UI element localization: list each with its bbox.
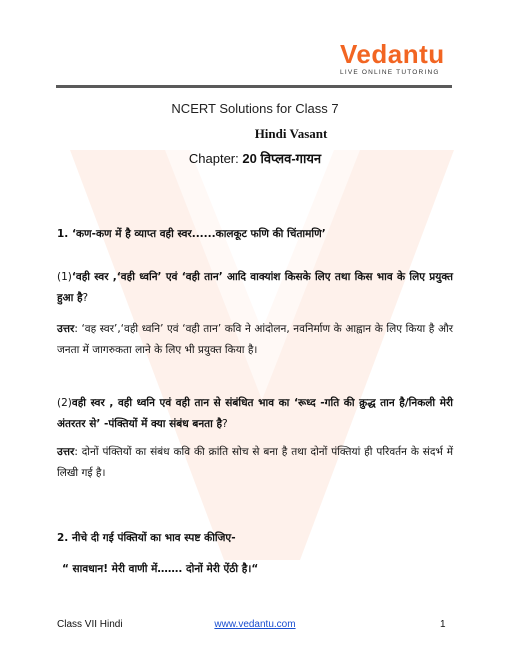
answer-1-2 xyxy=(57,442,453,484)
chapter-number: 20 xyxy=(242,151,257,166)
question-1-text: 1. ‘कण-कण में है व्याप्त वही स्वर......कालकूट फणि की चिंतामणि’ xyxy=(57,228,326,240)
q1-2-qmark: ? xyxy=(222,418,228,430)
page-number: 1 xyxy=(440,619,446,630)
question-2-line xyxy=(62,559,458,580)
footer-website-link[interactable]: www.vedantu.com xyxy=(214,619,296,630)
question-2 xyxy=(57,528,453,549)
q1-2-question: वही स्वर , वही ध्वनि एवं वही तान से संबंधित भाव का ‘रूध्द -गति की क्रुद्ध तान है/निकली मेरी अंतरतर से’ -पंक्तियों में क्या संबंध बनता है xyxy=(57,397,453,430)
q1-1-answer-label: उत्तर xyxy=(57,323,75,335)
chapter-label: Chapter xyxy=(188,151,236,166)
chapter-separator: : xyxy=(235,151,243,166)
question-2-quote: “ सावधान! मेरी वाणी में……. दोनों मेरी ऐंठी है।“ xyxy=(62,563,259,575)
vedantu-logo xyxy=(340,40,460,76)
doc-title-line2: Hindi Vasant xyxy=(254,126,328,141)
q1-1-qmark: ? xyxy=(82,292,89,304)
chapter-name: वि‍प्लव-गायन xyxy=(260,151,322,166)
q1-2-answer: : दोनों पंक्तियों का संबंध कवि की क्रांति सोच से बना है तथा दोनों पंक्तियां ही परिवर्तन के संदर्भ में लिखी गई है। xyxy=(57,446,453,479)
q1-2-answer-label: उत्तर xyxy=(57,446,75,458)
chapter-title xyxy=(0,149,510,167)
q1-1-question: ‘वही स्वर ,‘वही ध्वनि’ एवं ‘वही तान’ आदि वाक्यांश किसके लिए तथा किस भाव के लिए प्रयुक्त हुआ है xyxy=(57,271,453,304)
question-2-text: 2. नीचे दी गई पंक्तियों का भाव स्पष्ट कीजिए- xyxy=(57,532,236,544)
q1-1-answer: : ‘वह स्वर’,‘वही ध्वनि’ एवं ‘वही तान’ कवि ने आंदोलन, नवनिर्माण के आह्वान के लिए किया है और जनता में जागरुकता लाने के लिए भी प्रयुक्त किया है। xyxy=(57,323,453,356)
footer-class-label: Class VII Hindi xyxy=(57,619,123,630)
q1-2-prefix: (2) xyxy=(57,397,72,409)
question-1-2 xyxy=(57,393,453,435)
brand-tagline: LIVE ONLINE TUTORING xyxy=(340,69,440,76)
header-divider xyxy=(56,85,452,88)
answer-1-1 xyxy=(57,319,453,361)
brand-name: Vedantu xyxy=(340,39,445,69)
q1-1-prefix: (1) xyxy=(57,271,72,283)
doc-title-line1: NCERT Solutions for Class 7 xyxy=(171,101,339,116)
question-1 xyxy=(57,224,453,245)
question-1-1 xyxy=(57,267,453,309)
